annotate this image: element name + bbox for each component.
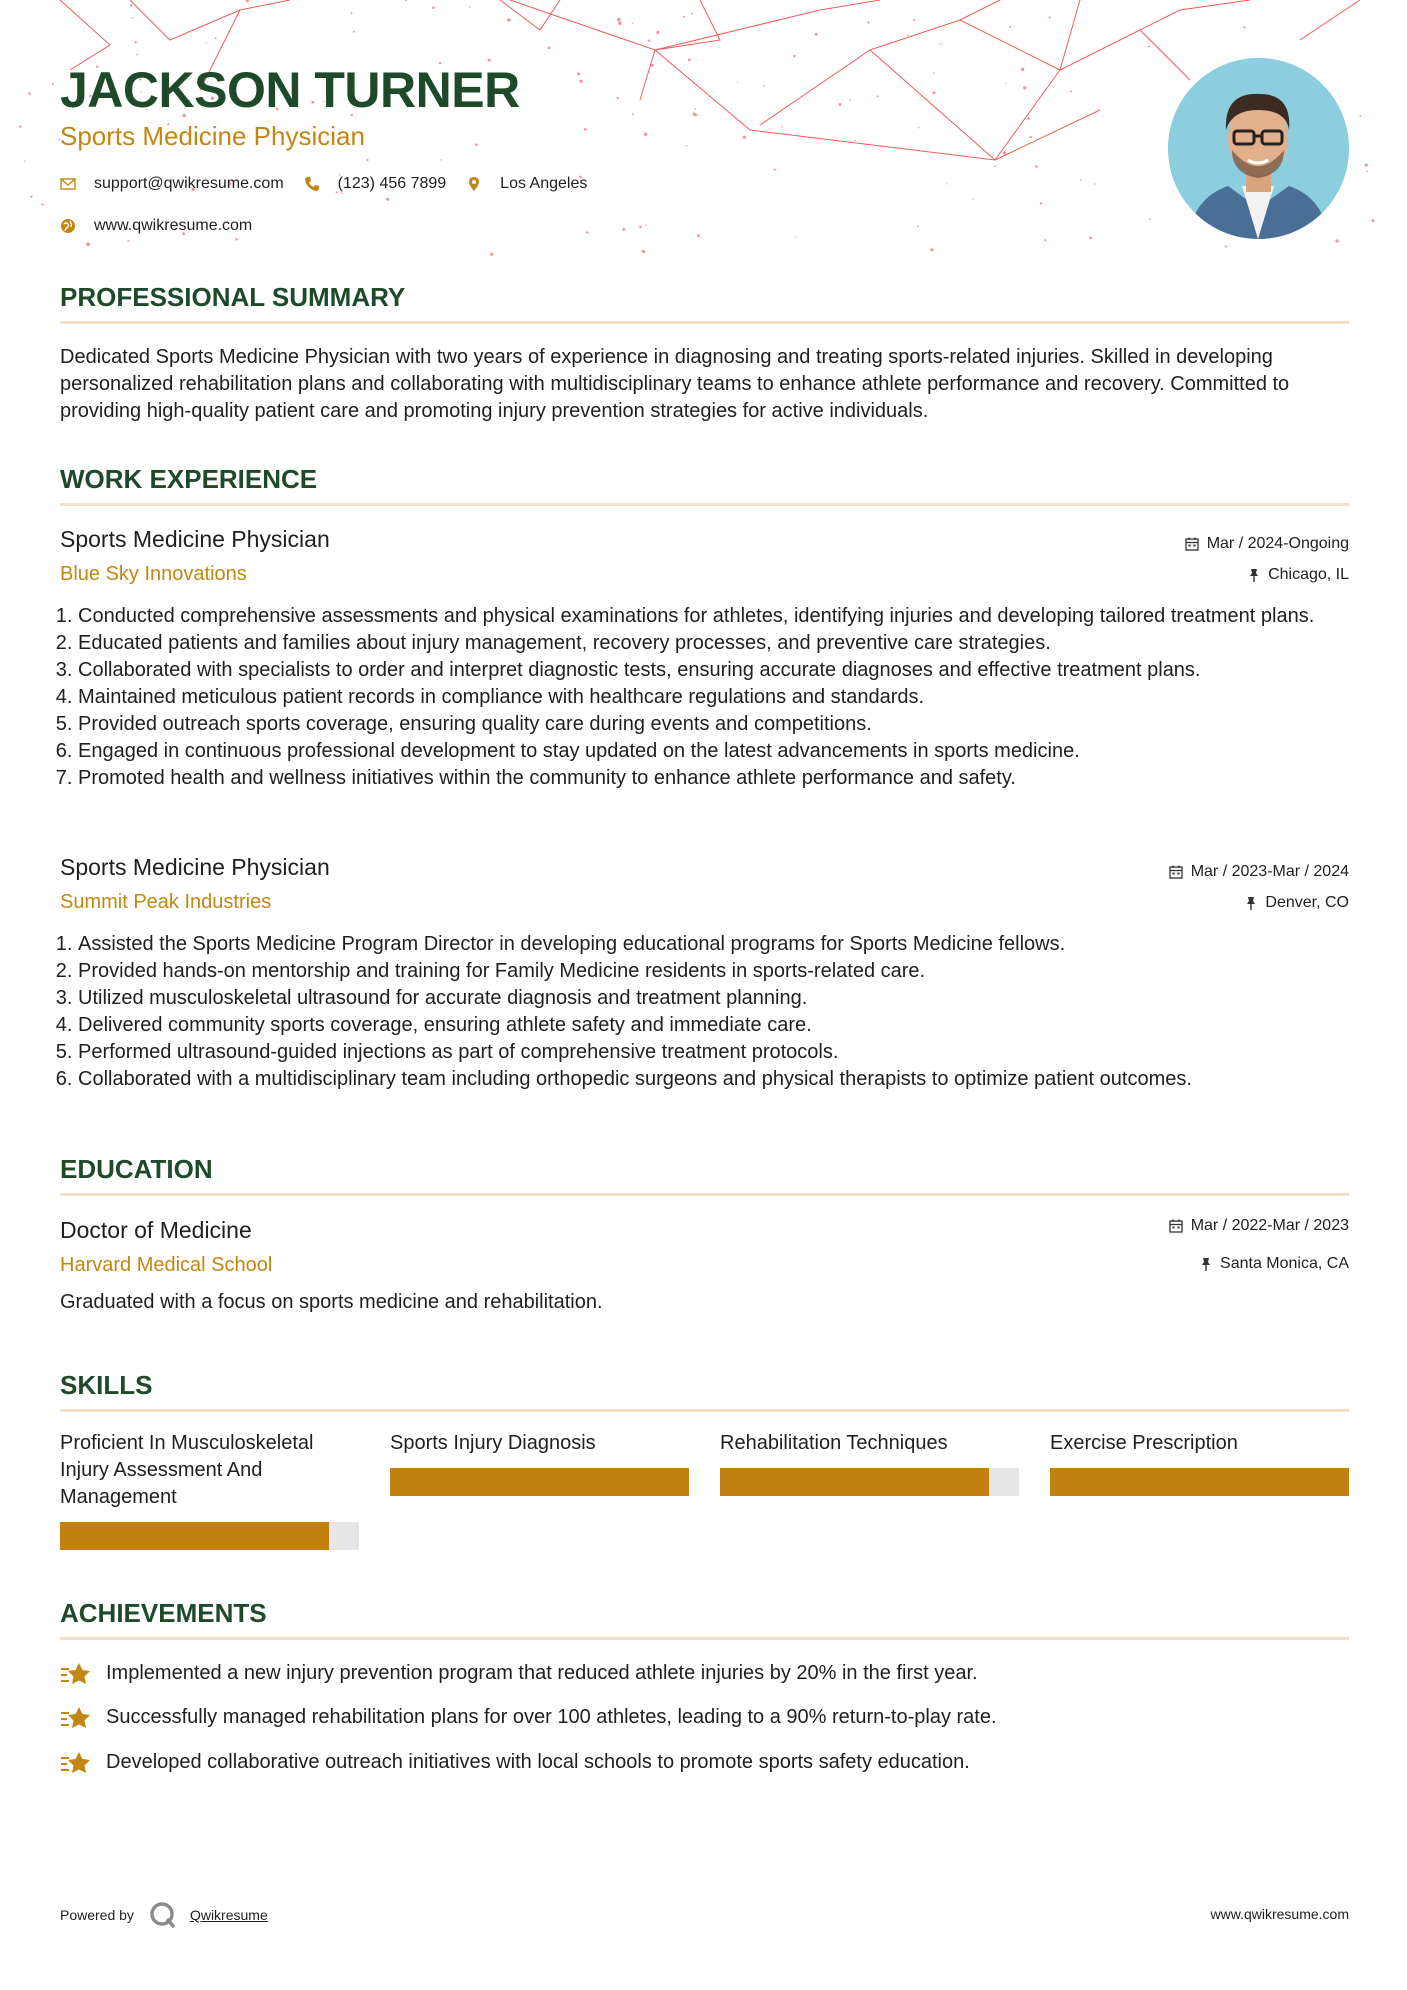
network-dot: [644, 133, 647, 136]
network-dot: [353, 31, 355, 33]
network-dot: [648, 40, 650, 42]
education-dates-text: Mar / 2022-Mar / 2023: [1190, 1217, 1349, 1234]
skill-bar-fill: [60, 1522, 329, 1550]
achievement-text: Implemented a new injury prevention program that reduced athlete injuries by 20% in the first year.: [106, 1662, 978, 1684]
network-dot: [839, 103, 842, 106]
network-dot: [1371, 219, 1374, 222]
network-dot: [405, 0, 407, 1]
achievement-item: [60, 1704, 997, 1731]
skill-bar-track: [720, 1468, 1019, 1496]
network-dot: [763, 85, 765, 87]
network-dot: [507, 18, 510, 21]
network-dot: [1035, 165, 1038, 168]
network-dot: [136, 54, 138, 56]
network-dot: [1335, 239, 1338, 242]
brand-link[interactable]: Qwikresume: [189, 1907, 268, 1923]
skill-bar-fill: [1050, 1468, 1349, 1496]
network-dot: [1360, 115, 1362, 117]
network-dot: [868, 21, 870, 23]
footer-powered-by: [60, 1900, 268, 1930]
network-dot: [366, 159, 368, 161]
education-dates: [1169, 1216, 1349, 1236]
skill-bar-fill: [720, 1468, 989, 1496]
list-item: 1. Conducted comprehensive assessments and physical examinations for athletes, identifying injuries and developing tailored treatment plans.: [78, 603, 1367, 630]
network-dot: [1365, 164, 1368, 167]
network-dot: [972, 198, 973, 199]
skill-bar-track: [60, 1522, 359, 1550]
network-dot: [688, 58, 691, 61]
candidate-name: JACKSON TURNER: [60, 62, 520, 118]
network-dot: [646, 224, 647, 225]
network-dot: [28, 92, 31, 95]
skill-label: Proficient In Musculoskeletal Injury Assessment And Management: [60, 1432, 314, 1508]
envelope-icon: [60, 176, 76, 192]
network-dot: [246, 0, 249, 2]
education-location: [1200, 1254, 1349, 1274]
network-dot: [19, 126, 21, 128]
network-dot: [1225, 245, 1227, 247]
star-badge-icon: [60, 1750, 92, 1776]
education-location-text: Santa Monica, CA: [1220, 1255, 1349, 1272]
network-dot: [617, 18, 621, 22]
achievement-text: Successfully managed rehabilitation plans for over 100 athletes, leading to a 90% return-to-play rate.: [106, 1706, 997, 1728]
network-dot: [584, 128, 587, 131]
network-dot: [52, 83, 54, 85]
job-1-responsibilities: [60, 603, 1367, 792]
network-dot: [774, 169, 776, 171]
network-dot: [1044, 239, 1046, 241]
network-dot: [642, 250, 645, 253]
website-text: www.qwikresume.com: [94, 217, 253, 234]
phone-icon: [304, 176, 320, 192]
network-dot: [930, 248, 933, 251]
network-dot: [683, 16, 685, 18]
list-item: 7. Promoted health and wellness initiatives within the community to enhance athlete performance and safety.: [78, 765, 1367, 792]
footer-website[interactable]: www.qwikresume.com: [1210, 1906, 1349, 1922]
network-dot: [580, 80, 583, 83]
network-dot: [855, 140, 856, 141]
education-description: Graduated with a focus on sports medicine and rehabilitation.: [60, 1291, 603, 1313]
network-dot: [1005, 83, 1006, 84]
network-dot: [127, 240, 129, 242]
network-dot: [1027, 117, 1030, 120]
achievements-heading: ACHIEVEMENTS: [60, 1598, 267, 1628]
contact-website[interactable]: [60, 216, 252, 236]
phone-text: (123) 456 7899: [337, 175, 447, 192]
network-dot: [1049, 16, 1051, 18]
network-dot: [30, 196, 32, 198]
skills-divider: [60, 1409, 1349, 1412]
education-divider: [60, 1193, 1349, 1196]
pushpin-icon: [1200, 1257, 1212, 1271]
job-1-location-text: Chicago, IL: [1268, 566, 1349, 583]
network-dot: [793, 55, 796, 58]
network-dot: [86, 242, 90, 246]
summary-divider: [60, 321, 1349, 324]
network-dot: [386, 198, 389, 201]
network-dot: [1243, 26, 1245, 28]
list-item: 2. Provided hands-on mentorship and training for Family Medicine residents in sports-related care.: [78, 958, 1367, 985]
star-badge-icon: [60, 1705, 92, 1731]
job-1-company: Blue Sky Innovations: [60, 563, 247, 585]
network-dot: [548, 46, 551, 49]
network-dot: [913, 19, 915, 21]
summary-heading: PROFESSIONAL SUMMARY: [60, 282, 406, 312]
calendar-icon: [1169, 1219, 1183, 1233]
pushpin-icon: [1248, 568, 1260, 582]
list-item: 5. Performed ultrasound-guided injections as part of comprehensive treatment protocols.: [78, 1039, 1367, 1066]
network-dot: [918, 127, 919, 128]
network-dot: [586, 231, 589, 234]
network-dot: [432, 6, 435, 9]
skill-bar-track: [1050, 1468, 1349, 1496]
network-dot: [697, 234, 700, 237]
network-dot: [441, 159, 442, 160]
network-dot: [795, 237, 796, 238]
skill-item: [390, 1430, 689, 1457]
network-dot: [351, 12, 353, 14]
globe-icon: [60, 218, 76, 234]
network-dot: [618, 22, 622, 26]
network-dot: [622, 228, 625, 231]
network-dot: [940, 43, 942, 45]
job-2-dates-text: Mar / 2023-Mar / 2024: [1190, 863, 1349, 880]
network-dot: [469, 7, 470, 8]
achievement-text: Developed collaborative outreach initiatives with local schools to promote sports safety education.: [106, 1751, 970, 1773]
list-item: 2. Educated patients and families about injury management, recovery processes, and preventive care strategies.: [78, 630, 1367, 657]
network-dot: [215, 37, 217, 39]
network-dot: [632, 113, 634, 115]
list-item: 5. Provided outreach sports coverage, ensuring quality care during events and competitions.: [78, 711, 1367, 738]
list-item: 1. Assisted the Sports Medicine Program Director in developing educational programs for Sports Medicine fellows.: [78, 931, 1367, 958]
network-dot: [1080, 179, 1082, 181]
candidate-role: Sports Medicine Physician: [60, 121, 365, 151]
job-1-location: [1248, 565, 1349, 585]
achievement-item: [60, 1749, 970, 1776]
network-dot: [577, 73, 580, 76]
skills-heading: SKILLS: [60, 1370, 153, 1400]
list-item: 6. Collaborated with a multidisciplinary team including orthopedic surgeons and physical therapists to optimize patient outcomes.: [78, 1066, 1367, 1093]
job-1-dates-text: Mar / 2024-Ongoing: [1206, 535, 1349, 552]
network-dot: [1003, 151, 1007, 155]
list-item: 3. Collaborated with specialists to order and interpret diagnostic tests, ensuring accurate diagnoses and effective treatment plans.: [78, 657, 1367, 684]
network-dot: [695, 114, 698, 117]
achievement-item: [60, 1660, 978, 1687]
network-dot: [1149, 43, 1150, 44]
network-dot: [24, 160, 25, 161]
list-item: 3. Utilized musculoskeletal ultrasound for accurate diagnosis and treatment planning.: [78, 985, 1367, 1012]
network-dot: [849, 99, 850, 100]
job-2-dates: [1169, 862, 1349, 882]
list-item: 4. Maintained meticulous patient records in compliance with healthcare regulations and standards.: [78, 684, 1367, 711]
network-dot: [1148, 45, 1150, 47]
qwikresume-logo-icon: [148, 1900, 178, 1930]
network-dot: [932, 91, 935, 94]
contact-row-1: [60, 174, 607, 194]
network-dot: [1094, 183, 1096, 185]
network-dot: [1366, 171, 1368, 173]
person-avatar-icon: [1168, 58, 1349, 239]
calendar-icon: [1169, 865, 1183, 879]
network-dot: [946, 183, 947, 184]
contact-email[interactable]: [60, 174, 284, 194]
skill-bar-track: [390, 1468, 689, 1496]
summary-text: Dedicated Sports Medicine Physician with two years of experience in diagnosing and treating sports-related injuries. Skilled in developing personalized rehabilitation plans and collaborating with multidisciplinary teams to enhance athlete performance and recovery. Committed to providing high-quality patient care and promoting injury prevention strategies for active individuals.: [60, 346, 1290, 422]
list-item: 6. Engaged in continuous professional development to stay updated on the latest advancements in sports medicine.: [78, 738, 1367, 765]
skill-bar-fill: [390, 1468, 689, 1496]
contact-row-2: [60, 216, 272, 236]
achievements-divider: [60, 1637, 1349, 1640]
skill-item: [1050, 1430, 1349, 1457]
profile-photo: [1168, 58, 1349, 239]
network-dot: [743, 136, 746, 139]
powered-by-text: Powered by: [60, 1907, 134, 1923]
network-dot: [933, 72, 935, 74]
calendar-icon: [1185, 537, 1199, 551]
job-2-title: Sports Medicine Physician: [60, 854, 330, 880]
network-dot: [1030, 136, 1032, 138]
network-dot: [1149, 218, 1151, 220]
network-dot: [130, 4, 132, 6]
network-dot: [205, 42, 206, 43]
network-dot: [994, 165, 996, 167]
star-badge-icon: [60, 1661, 92, 1687]
network-dot: [656, 31, 659, 34]
network-dot: [132, 17, 134, 19]
network-dot: [1070, 90, 1072, 92]
job-2-company: Summit Peak Industries: [60, 891, 272, 913]
network-dot: [686, 145, 687, 146]
contact-phone[interactable]: [304, 174, 447, 194]
list-item: 4. Delivered community sports coverage, ensuring athlete safety and immediate care.: [78, 1012, 1367, 1039]
job-1-title: Sports Medicine Physician: [60, 526, 330, 552]
network-dot: [917, 225, 919, 227]
pushpin-icon: [1245, 896, 1257, 910]
network-dot: [1021, 68, 1024, 71]
experience-divider: [60, 503, 1349, 506]
network-dot: [135, 41, 137, 43]
education-school: Harvard Medical School: [60, 1254, 273, 1276]
network-dot: [1040, 202, 1042, 204]
network-dot: [815, 33, 818, 36]
network-dot: [1089, 237, 1092, 240]
job-2-location: [1245, 893, 1349, 913]
network-dot: [639, 226, 642, 229]
network-dot: [691, 13, 693, 15]
job-2-location-text: Denver, CO: [1265, 894, 1349, 911]
network-dot: [42, 203, 44, 205]
map-pin-icon: [466, 176, 482, 192]
network-dot: [490, 253, 493, 256]
education-heading: EDUCATION: [60, 1154, 213, 1184]
skill-label: Exercise Prescription: [1050, 1432, 1238, 1454]
skill-item: [720, 1430, 1019, 1457]
skill-label: Rehabilitation Techniques: [720, 1432, 948, 1454]
network-dot: [632, 23, 633, 24]
network-dot: [694, 108, 696, 110]
education-degree: Doctor of Medicine: [60, 1217, 252, 1243]
experience-heading: WORK EXPERIENCE: [60, 464, 318, 494]
network-dot: [1009, 26, 1011, 28]
network-dot: [877, 95, 879, 97]
network-dot: [1023, 86, 1026, 89]
job-2-responsibilities: [60, 931, 1367, 1093]
network-dot: [475, 143, 478, 146]
network-dot: [651, 64, 654, 67]
job-1-dates: [1185, 534, 1349, 554]
skill-item: [60, 1430, 359, 1511]
network-dot: [781, 126, 783, 128]
network-dot: [907, 35, 909, 37]
contact-location: [466, 174, 587, 194]
network-dot: [235, 238, 238, 241]
location-text: Los Angeles: [500, 175, 588, 192]
network-dot: [617, 97, 619, 99]
skill-label: Sports Injury Diagnosis: [390, 1432, 596, 1454]
email-text: support@qwikresume.com: [94, 175, 284, 192]
network-dot: [737, 81, 738, 82]
